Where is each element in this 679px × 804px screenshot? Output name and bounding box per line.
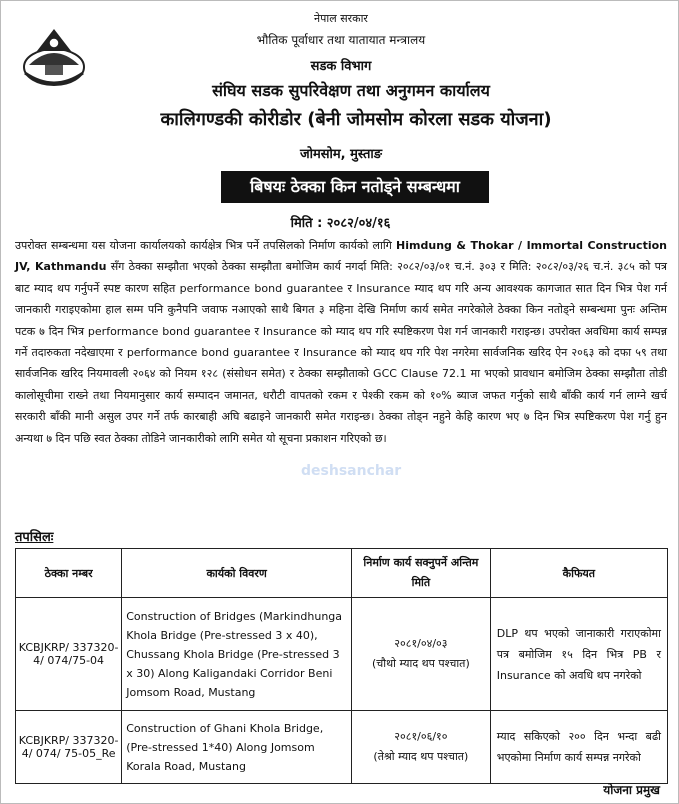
deadline-note: (तेश्रो म्याद थप पश्चात) <box>373 750 469 763</box>
contractor-name: Himdung & Thokar / Immortal Construction JV, Kathmandu <box>15 239 667 274</box>
contract-no: KCBJKRP/ 337320-4/ 074/75-04 <box>16 598 122 711</box>
deadline-cell <box>352 598 491 711</box>
deadline-note: (चौथो म्याद थप पश्चात) <box>372 657 470 670</box>
remark: DLP थप भएको जानाकारी गराएकोमा पत्र बमोजिम १५ दिन भित्र PB र Insurance को अवधि थप नगरेको <box>490 598 667 711</box>
work-description: Construction of Bridges (Markindhunga Khola Bridge (Pre-stressed 3 x 40), Chussang Khola Bridge (Pre-stressed 3 x 30) Along Kaligandaki Corridor Beni Jomsom Road, Mustang <box>122 598 352 711</box>
deadline-date: २०८१/०६/१० <box>394 730 448 743</box>
signatory-title: योजना प्रमुख <box>603 783 660 797</box>
notice-date: मिति : २०८२/०४/१६ <box>290 216 391 231</box>
work-description: Construction of Ghani Khola Bridge, (Pre-stressed 1*40) Along Jomsom Korala Road, Mustang <box>122 711 352 784</box>
project-title: कालिगण्डकी कोरीडोर (बेनी जोमसोम कोरला सडक योजना) <box>160 109 552 130</box>
details-label: तपसिलः <box>15 530 54 545</box>
location: जोमसोम, मुस्ताङ <box>299 147 383 162</box>
department-title: सडक विभाग <box>310 59 372 74</box>
deadline-cell <box>352 711 491 784</box>
header-contract-no: ठेक्का नम्बर <box>16 549 122 598</box>
notice-body <box>15 235 667 449</box>
table-row <box>16 598 668 711</box>
header-description: कार्यको विवरण <box>122 549 352 598</box>
remark: म्याद सकिएको २०० दिन भन्दा बढी भएकोमा निर्माण कार्य सम्पन्न नगरेको <box>490 711 667 784</box>
office-title: संघिय सडक सुपरिवेक्षण तथा अनुगमन कार्यालय <box>212 81 490 100</box>
works-table <box>15 548 668 784</box>
contract-no: KCBJKRP/ 337320-4/ 074/ 75-05_Re <box>16 711 122 784</box>
subject-banner: बिषयः ठेक्का किन नतोड्ने सम्बन्धमा <box>221 171 489 203</box>
table-row <box>16 711 668 784</box>
government-title: नेपाल सरकार <box>314 12 368 25</box>
header-remarks: कैफियत <box>490 549 667 598</box>
table-header-row <box>16 549 668 598</box>
deadline-date: २०८१/०४/०३ <box>394 637 448 650</box>
body-main: सँग ठेक्का सम्झौता भएको ठेक्का सम्झौता बमोजिम कार्य नगर्दा मिति: २०८२/०३/०१ च.नं. ३०३ र मिति: २०८२/०३/२६ च.नं. ३८५ को पत्र बाट म्याद थप गर्नुपर्ने स्पष्ट कारण सहित performance bond guarantee र Insurance म्याद थप गरि अन्य आवश्यक कागजात सात दिन भित्र पेश गर्न जानकारी गराइएकोमा हाल सम्म पनि कुनैपनि जवाफ नआएको साथै बिगत ३ महिना देखि निर्माण कार्य समेत नगरेकोले ठेक्का किन नतोड्ने सम्बन्धमा पुनः अन्तिम पटक ७ दिन भित्र performance bond guarantee र Insurance को म्याद थप गरि स्पष्टिकरण पेश गर्न जानकारी गराइन्छ। उपरोक्त अवधिमा कार्य सम्पन्न गर्ने तदारुकता नदेखाएमा र performance bond guarantee र Insurance को म्याद थप गरि पेश नगरेमा सार्वजनिक खरिद ऐन २०६३ को दफा ५९ तथा सार्वजनिक खरिद नियमावली २०६४ को नियम १२८ (संसोधन समेत) र ठेक्का सम्झौताको GCC Clause 72.1 मा भएको प्रावधान बमोजिम ठेक्का सम्झौता तोडी कालोसूचीमा राख्ने तथा नियमानुसार कार्य सम्पादन जमानत, धरौटी वापतको रकम र पेश्की रकम को १०% ब्याज जफत गर्नुको साथै बाँकी कार्य गर्न लाग्ने खर्च सरकारी बाँकी मानी असुल उपर गर्ने तर्फ कारबाही अघि बढाइने जानकारी समेत गराइन्छ। ठेक्का तोड्न नहुने केहि कारण भए ७ दिन भित्र स्पष्टिकरण पेश गर्नु हुन अन्यथा ७ दिन पछि स्वत ठेक्का तोडिने जानकारीको लागि समेत यो सूचना प्रकाशन गरिएको छ। <box>15 260 667 445</box>
ministry-title: भौतिक पूर्वाधार तथा यातायात मन्त्रालय <box>256 33 426 47</box>
body-intro: उपरोक्त सम्बन्धमा यस योजना कार्यालयको कार्यक्षेत्र भित्र पर्ने तपसिलको निर्माण कार्यको लागि <box>15 239 392 252</box>
header-deadline: निर्माण कार्य सक्नुपर्ने अन्तिम मिति <box>352 549 491 598</box>
watermark: deshsanchar <box>301 463 402 479</box>
